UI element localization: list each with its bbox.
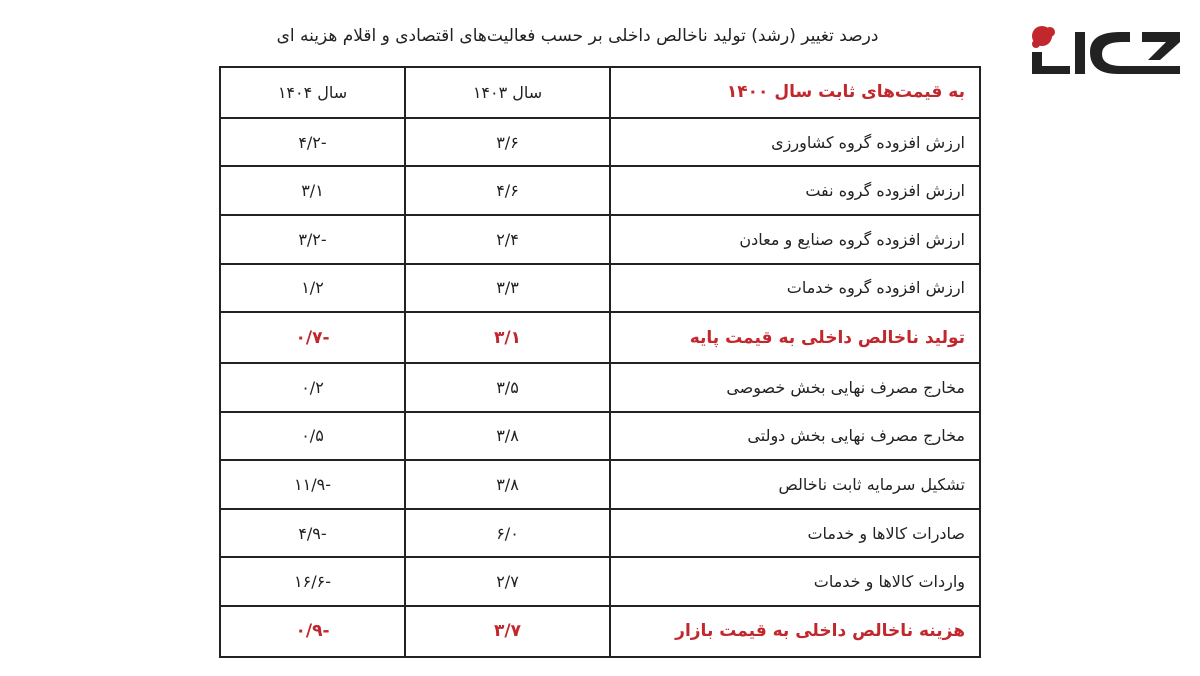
row-value-1404: -۱۱/۹ xyxy=(220,460,405,509)
row-value-1403: ۳/۷ xyxy=(405,606,610,657)
table-row xyxy=(220,118,980,167)
row-value-1404: -۴/۹ xyxy=(220,509,405,558)
row-value-1404: -۳/۲ xyxy=(220,215,405,264)
row-label: ارزش افزوده گروه کشاورزی xyxy=(610,118,980,167)
gdp-growth-table xyxy=(219,66,981,658)
table-row xyxy=(220,264,980,313)
row-value-1404: ۰/۵ xyxy=(220,412,405,461)
row-value-1403: ۳/۵ xyxy=(405,363,610,412)
table-row xyxy=(220,166,980,215)
row-value-1403: ۳/۶ xyxy=(405,118,610,167)
row-value-1403: ۶/۰ xyxy=(405,509,610,558)
row-label: مخارج مصرف نهایی بخش خصوصی xyxy=(610,363,980,412)
row-value-1403: ۳/۸ xyxy=(405,412,610,461)
row-value-1404: -۴/۲ xyxy=(220,118,405,167)
row-label: تشکیل سرمایه ثابت ناخالص xyxy=(610,460,980,509)
header-label: به قیمت‌های ثابت سال ۱۴۰۰ xyxy=(610,67,980,118)
row-value-1404: ۳/۱ xyxy=(220,166,405,215)
row-label: هزینه ناخالص داخلی به قیمت بازار xyxy=(610,606,980,657)
table-row xyxy=(220,215,980,264)
row-label: ارزش افزوده گروه خدمات xyxy=(610,264,980,313)
row-value-1404: ۰/۲ xyxy=(220,363,405,412)
row-value-1404: -۰/۷ xyxy=(220,312,405,363)
table-row xyxy=(220,509,980,558)
row-label: ارزش افزوده گروه نفت xyxy=(610,166,980,215)
rokna-logo-icon xyxy=(1030,22,1185,80)
table-row-highlight xyxy=(220,312,980,363)
row-label: ارزش افزوده گروه صنایع و معادن xyxy=(610,215,980,264)
row-value-1404: ۱/۲ xyxy=(220,264,405,313)
row-value-1403: ۳/۳ xyxy=(405,264,610,313)
table-row xyxy=(220,412,980,461)
row-label: تولید ناخالص داخلی به قیمت پایه xyxy=(610,312,980,363)
row-value-1403: ۲/۷ xyxy=(405,557,610,606)
table-header-row xyxy=(220,67,980,118)
table-row xyxy=(220,557,980,606)
row-value-1403: ۲/۴ xyxy=(405,215,610,264)
row-label: واردات کالاها و خدمات xyxy=(610,557,980,606)
row-label: مخارج مصرف نهایی بخش دولتی xyxy=(610,412,980,461)
table-row xyxy=(220,363,980,412)
table-row-highlight xyxy=(220,606,980,657)
table-title: درصد تغییر (رشد) تولید ناخالص داخلی بر حسب فعالیت‌های اقتصادی و اقلام هزینه ای xyxy=(276,26,879,46)
row-value-1403: ۴/۶ xyxy=(405,166,610,215)
row-value-1403: ۳/۸ xyxy=(405,460,610,509)
row-value-1403: ۳/۱ xyxy=(405,312,610,363)
header-col-1404: سال ۱۴۰۴ xyxy=(220,67,405,118)
row-value-1404: -۰/۹ xyxy=(220,606,405,657)
row-label: صادرات کالاها و خدمات xyxy=(610,509,980,558)
table-row xyxy=(220,460,980,509)
row-value-1404: -۱۶/۶ xyxy=(220,557,405,606)
header-col-1403: سال ۱۴۰۳ xyxy=(405,67,610,118)
